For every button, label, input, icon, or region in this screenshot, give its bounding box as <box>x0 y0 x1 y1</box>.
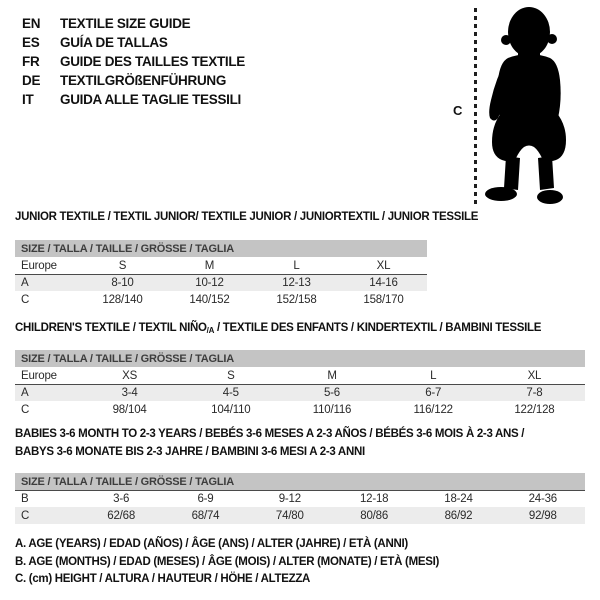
table-cell: 80/86 <box>360 509 389 522</box>
table-row <box>15 274 427 291</box>
language-code: EN <box>22 16 41 31</box>
table-cell: 6-9 <box>197 493 214 505</box>
language-row-de <box>22 71 245 90</box>
table-row <box>15 384 585 401</box>
legend-footnotes <box>15 538 439 591</box>
table-cell: XL <box>376 259 391 272</box>
table-row <box>15 367 585 384</box>
language-row-en <box>22 14 245 33</box>
children-table <box>15 350 585 418</box>
table-cell: 3-4 <box>121 387 138 399</box>
table-cell: 74/80 <box>275 509 304 522</box>
row-label: Europe <box>21 369 57 382</box>
title-text: CHILDREN'S TEXTILE / TEXTIL NIÑO <box>15 322 207 334</box>
language-row-es <box>22 33 245 52</box>
table-cell: 116/122 <box>413 403 453 416</box>
children-table-title <box>15 322 541 335</box>
language-code: FR <box>22 54 40 69</box>
language-row-it <box>22 90 245 109</box>
language-code: IT <box>22 92 34 107</box>
table-cell: 10-12 <box>195 277 224 289</box>
guide-title: GUIDA ALLE TAGLIE TESSILI <box>60 92 241 107</box>
table-cell: 68/74 <box>191 509 220 522</box>
table-cell: 158/170 <box>363 293 404 306</box>
footnote-b: B. AGE (MONTHS) / EDAD (MESES) / ÂGE (MOIS) / ALTER (MONATE) / ETÀ (MESI) <box>15 555 440 568</box>
table-cell: 104/110 <box>211 403 251 416</box>
table-cell: L <box>293 259 300 272</box>
row-label: B <box>21 493 29 505</box>
table-row <box>15 507 585 524</box>
table-cell: 98/104 <box>112 403 147 416</box>
babies-table <box>15 473 585 524</box>
row-label: A <box>21 277 29 289</box>
title-subscript: /A <box>206 326 215 335</box>
language-row-fr <box>22 52 245 71</box>
baby-silhouette-icon <box>478 0 596 208</box>
guide-title: GUIDE DES TAILLES TEXTILE <box>60 54 246 69</box>
row-label: C <box>21 403 30 416</box>
row-label: C <box>21 509 30 522</box>
guide-title: GUÍA DE TALLAS <box>60 35 168 50</box>
table-row <box>15 401 585 418</box>
table-cell: 6-7 <box>425 387 442 399</box>
row-label: A <box>21 387 29 399</box>
table-cell: S <box>227 369 235 382</box>
table-cell: M <box>327 369 337 382</box>
table-cell: S <box>118 259 127 272</box>
table-cell: 12-18 <box>359 493 389 505</box>
table-cell: 12-13 <box>282 277 311 289</box>
table-cell: 122/128 <box>514 403 555 416</box>
footnote-c: C. (cm) HEIGHT / ALTURA / HAUTEUR / HÖHE / ALTEZZA <box>15 573 311 585</box>
table-cell: 128/140 <box>102 293 143 306</box>
row-label: Europe <box>21 259 57 272</box>
babies-table-title-line2: BABYS 3-6 MONATE BIS 2-3 JAHRE / BAMBINI 3-6 MESI A 2-3 ANNI <box>15 446 365 458</box>
table-cell: 110/116 <box>312 403 352 416</box>
language-code: DE <box>22 73 41 88</box>
babies-table-title-line1: BABIES 3-6 MONTH TO 2-3 YEARS / BEBÉS 3-6 MESES A 2-3 AÑOS / BÉBÉS 3-6 MOIS À 2-3 ANS / <box>15 428 525 440</box>
guide-title: TEXTILGRÖßENFÜHRUNG <box>60 73 227 88</box>
table-cell: 4-5 <box>222 387 239 399</box>
height-measure-label: C <box>453 103 463 118</box>
footnote-a: A. AGE (YEARS) / EDAD (AÑOS) / ÂGE (ANS) / ALTER (JAHRE) / ETÀ (ANNI) <box>15 538 408 550</box>
table-cell: 152/158 <box>276 293 317 306</box>
table-cell: 14-16 <box>369 277 398 289</box>
table-cell: 24-36 <box>528 493 558 505</box>
table-cell: M <box>204 259 215 272</box>
table-cell: 5-6 <box>323 387 341 399</box>
height-measure-line <box>474 8 477 206</box>
title-text: / TEXTILE DES ENFANTS / KINDERTEXTIL / BAMBINI TESSILE <box>214 322 542 334</box>
table-row <box>15 490 585 507</box>
table-row <box>15 291 427 308</box>
table-cell: 8-10 <box>111 277 134 289</box>
language-header <box>22 14 245 109</box>
table-cell: XS <box>122 369 138 382</box>
size-header-bar: SIZE / TALLA / TAILLE / GRÖSSE / TAGLIA <box>15 350 585 367</box>
size-header-bar: SIZE / TALLA / TAILLE / GRÖSSE / TAGLIA <box>15 473 585 490</box>
row-label: C <box>21 293 30 306</box>
junior-table <box>15 240 427 308</box>
table-cell: 7-8 <box>526 387 543 399</box>
table-cell: L <box>430 369 437 382</box>
language-code: ES <box>22 35 40 50</box>
table-cell: 140/152 <box>189 293 230 306</box>
junior-table-title: JUNIOR TEXTILE / TEXTIL JUNIOR/ TEXTILE JUNIOR / JUNIORTEXTIL / JUNIOR TESSILE <box>15 211 479 223</box>
size-header-bar: SIZE / TALLA / TAILLE / GRÖSSE / TAGLIA <box>15 240 427 257</box>
table-cell: 62/68 <box>107 509 136 522</box>
table-cell: 3-6 <box>113 493 130 505</box>
table-cell: XL <box>527 369 542 382</box>
table-cell: 86/92 <box>444 509 473 522</box>
table-cell: 18-24 <box>444 493 473 505</box>
guide-title: TEXTILE SIZE GUIDE <box>60 16 191 31</box>
table-cell: 9-12 <box>278 493 301 505</box>
table-cell: 92/98 <box>528 509 557 522</box>
table-row <box>15 257 427 274</box>
